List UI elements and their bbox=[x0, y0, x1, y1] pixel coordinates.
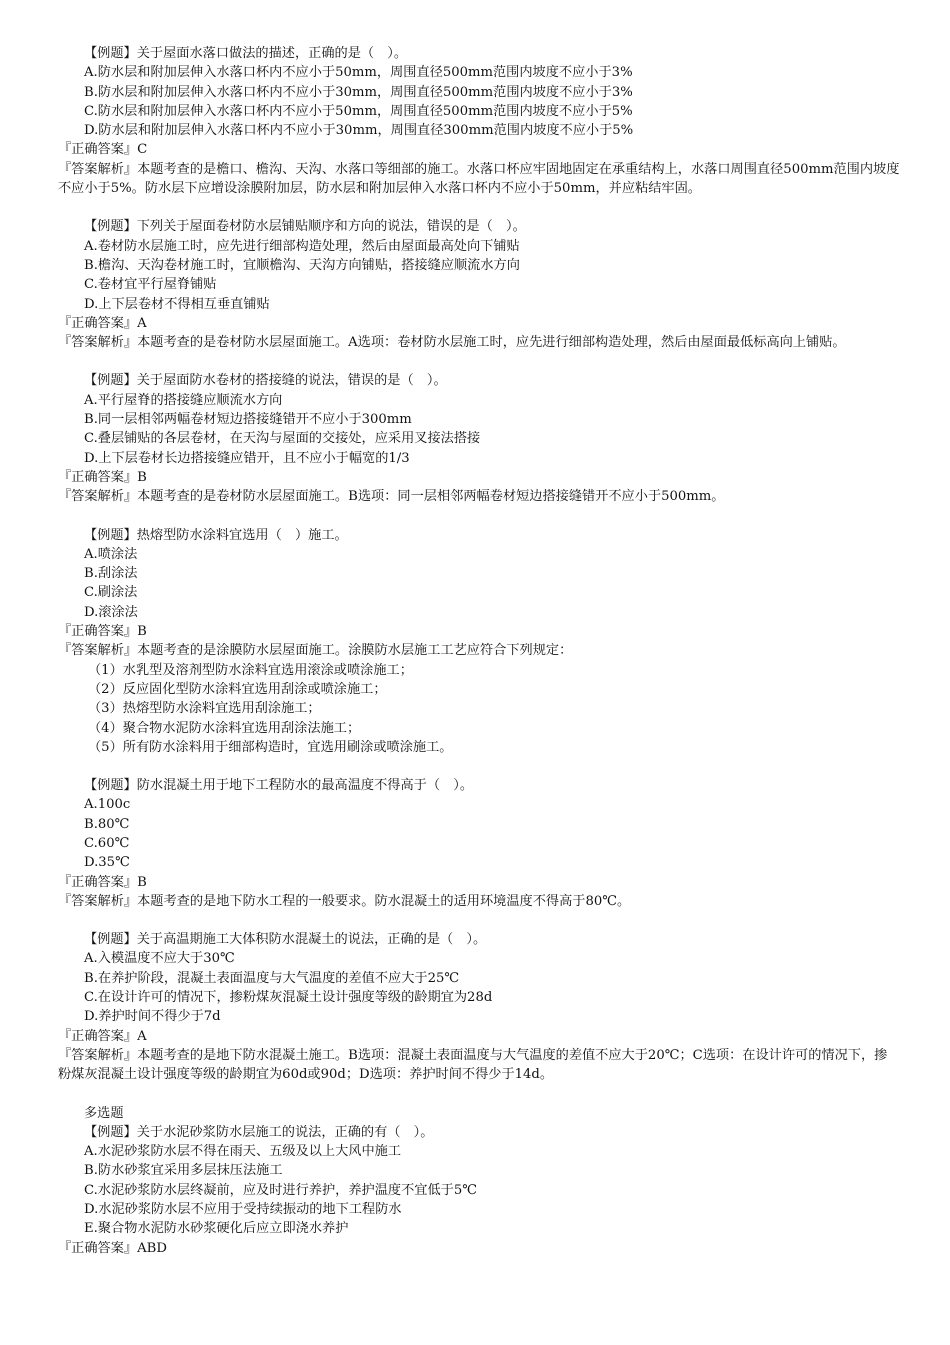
answer-analysis: 『答案解析』本题考查的是卷材防水层屋面施工。B选项：同一层相邻两幅卷材短边搭接缝错开不应小于500mm。 bbox=[58, 489, 725, 505]
section-label-multi: 多选题 bbox=[84, 1105, 124, 1121]
question-5 bbox=[58, 776, 900, 911]
question-title: 【例题】热熔型防水涂料宜选用（ ）施工。 bbox=[84, 527, 348, 543]
correct-answer: 『正确答案』A bbox=[58, 315, 147, 331]
option-a: A.喷涂法 bbox=[84, 546, 138, 562]
option-c: C.在设计许可的情况下，掺粉煤灰混凝土设计强度等级的龄期宜为28d bbox=[84, 990, 493, 1006]
answer-analysis: 『答案解析』本题考查的是地下防水混凝土施工。B选项：混凝土表面温度与大气温度的差值不应大于20℃；C选项：在设计许可的情况下，掺粉煤灰混凝土设计强度等级的龄期宜为60d或90d；D选项：养护时间不得少于14d。 bbox=[58, 1047, 888, 1083]
answer-analysis: 『答案解析』本题考查的是涂膜防水层屋面施工。涂膜防水层施工工艺应符合下列规定： bbox=[58, 643, 573, 659]
question-title: 【例题】关于屋面防水卷材的搭接缝的说法，错误的是（ ）。 bbox=[84, 373, 447, 389]
analysis-item-1: （1）水乳型及溶剂型防水涂料宜选用滚涂或喷涂施工； bbox=[88, 662, 413, 678]
option-b: B.同一层相邻两幅卷材短边搭接缝错开不应小于300mm bbox=[84, 412, 412, 428]
option-a: A.入模温度不应大于30℃ bbox=[84, 951, 235, 967]
analysis-item-2: （2）反应固化型防水涂料宜选用刮涂或喷涂施工； bbox=[88, 681, 387, 697]
option-b: B.防水层和附加层伸入水落口杯内不应小于30mm，周围直径500mm范围内坡度不应小于3% bbox=[84, 84, 633, 100]
option-b: B.防水砂浆宜采用多层抹压法施工 bbox=[84, 1163, 283, 1179]
analysis-item-5: （5）所有防水涂料用于细部构造时，宜选用刷涂或喷涂施工。 bbox=[88, 739, 453, 755]
correct-answer: 『正确答案』C bbox=[58, 142, 148, 158]
option-c: C.防水层和附加层伸入水落口杯内不应小于50mm，周围直径500mm范围内坡度不应小于5% bbox=[84, 103, 633, 119]
question-3 bbox=[58, 371, 900, 506]
option-d: D.上下层卷材长边搭接缝应错开，且不应小于幅宽的1/3 bbox=[84, 450, 410, 466]
analysis-item-4: （4）聚合物水泥防水涂料宜选用刮涂法施工； bbox=[88, 720, 361, 736]
question-title: 【例题】防水混凝土用于地下工程防水的最高温度不得高于（ ）。 bbox=[84, 778, 474, 794]
option-a: A.防水层和附加层伸入水落口杯内不应小于50mm，周围直径500mm范围内坡度不应小于3% bbox=[84, 65, 633, 81]
option-d: D.水泥砂浆防水层不应用于受持续振动的地下工程防水 bbox=[84, 1202, 402, 1218]
question-4 bbox=[58, 526, 900, 758]
option-b: B.刮涂法 bbox=[84, 566, 138, 582]
correct-answer: 『正确答案』A bbox=[58, 1028, 147, 1044]
correct-answer: 『正确答案』B bbox=[58, 469, 147, 485]
correct-answer: 『正确答案』B bbox=[58, 874, 147, 890]
option-d: D.滚涂法 bbox=[84, 604, 138, 620]
option-b: B.80℃ bbox=[84, 816, 130, 832]
option-d: D.上下层卷材不得相互垂直铺贴 bbox=[84, 296, 270, 312]
option-c: C.水泥砂浆防水层终凝前，应及时进行养护，养护温度不宜低于5℃ bbox=[84, 1182, 478, 1198]
option-d: D.养护时间不得少于7d bbox=[84, 1009, 221, 1025]
option-c: C.刷涂法 bbox=[84, 585, 138, 601]
option-b: B.檐沟、天沟卷材施工时，宜顺檐沟、天沟方向铺贴，搭接缝应顺流水方向 bbox=[84, 257, 520, 273]
question-title: 【例题】关于高温期施工大体积防水混凝土的说法，正确的是（ ）。 bbox=[84, 932, 487, 948]
analysis-item-3: （3）热熔型防水涂料宜选用刮涂施工； bbox=[88, 701, 321, 717]
answer-analysis: 『答案解析』本题考查的是檐口、檐沟、天沟、水落口等细部的施工。水落口杯应牢固地固定在承重结构上，水落口周围直径500mm范围内坡度不应小于5%。防水层下应增设涂膜附加层，防水层和附加层伸入水落口杯内不应小于50mm，并应粘结牢固。 bbox=[58, 161, 900, 197]
correct-answer: 『正确答案』B bbox=[58, 624, 147, 640]
question-2 bbox=[58, 217, 900, 352]
question-title: 【例题】关于水泥砂浆防水层施工的说法，正确的有（ ）。 bbox=[84, 1124, 434, 1140]
option-a: A.平行屋脊的搭接缝应顺流水方向 bbox=[84, 392, 283, 408]
correct-answer: 『正确答案』ABD bbox=[58, 1240, 167, 1256]
option-d: D.防水层和附加层伸入水落口杯内不应小于30mm，周围直径300mm范围内坡度不应小于5% bbox=[84, 123, 634, 139]
answer-analysis: 『答案解析』本题考查的是地下防水工程的一般要求。防水混凝土的适用环境温度不得高于80℃。 bbox=[58, 893, 631, 909]
question-7-multi bbox=[58, 1104, 900, 1258]
option-d: D.35℃ bbox=[84, 855, 130, 871]
option-a: A.卷材防水层施工时，应先进行细部构造处理，然后由屋面最高处向下铺贴 bbox=[84, 238, 520, 254]
answer-analysis: 『答案解析』本题考查的是卷材防水层屋面施工。A选项：卷材防水层施工时，应先进行细部构造处理，然后由屋面最低标高向上铺贴。 bbox=[58, 335, 846, 351]
question-title: 【例题】下列关于屋面卷材防水层铺贴顺序和方向的说法，错误的是（ ）。 bbox=[84, 219, 526, 235]
option-c: C.60℃ bbox=[84, 835, 130, 851]
option-c: C.卷材宜平行屋脊铺贴 bbox=[84, 277, 217, 293]
option-b: B.在养护阶段，混凝土表面温度与大气温度的差值不应大于25℃ bbox=[84, 970, 460, 986]
option-c: C.叠层铺贴的各层卷材，在天沟与屋面的交接处，应采用叉接法搭接 bbox=[84, 431, 481, 447]
question-6 bbox=[58, 930, 900, 1084]
question-title: 【例题】关于屋面水落口做法的描述，正确的是（ ）。 bbox=[84, 46, 408, 61]
option-e: E.聚合物水泥防水砂浆硬化后应立即浇水养护 bbox=[84, 1221, 349, 1237]
question-1 bbox=[58, 44, 900, 198]
option-a: A.100c bbox=[84, 797, 131, 813]
option-a: A.水泥砂浆防水层不得在雨天、五级及以上大风中施工 bbox=[84, 1144, 402, 1160]
